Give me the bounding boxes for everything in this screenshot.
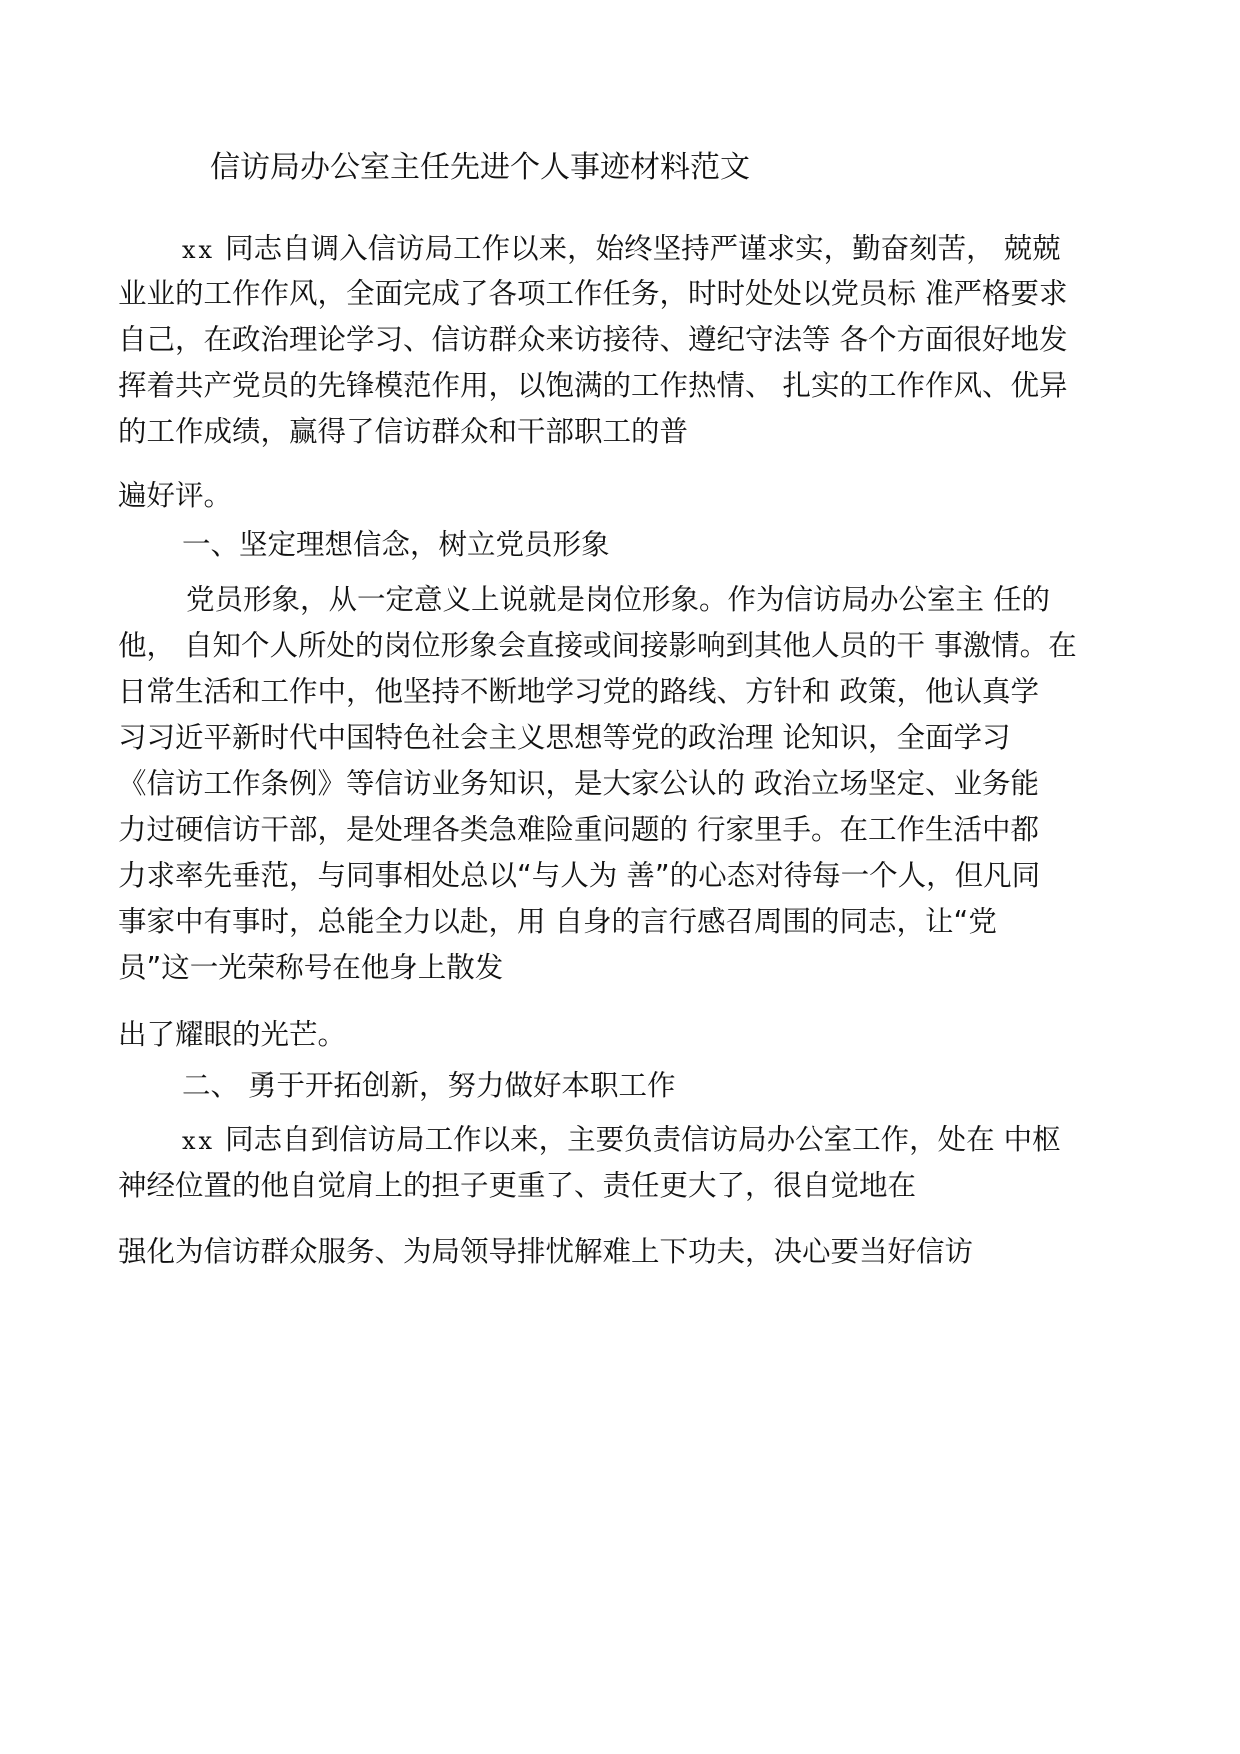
paragraph-line: 神经位置的他自觉肩上的担子更重了、责任更大了，很自觉地在 — [118, 1169, 917, 1202]
paragraph-line: 的工作成绩，赢得了信访群众和干部职工的普 — [118, 415, 689, 448]
paragraph-line: 自己，在政治理论学习、信访群众来访接待、遵纪守法等 各个方面很好地发 — [118, 323, 1068, 356]
paragraph-line: 他， 自知个人所处的岗位形象会直接或间接影响到其他人员的干 事激情。在 — [118, 629, 1077, 662]
paragraph-line: 习习近平新时代中国特色社会主义思想等党的政治理 论知识，全面学习 — [118, 721, 1011, 754]
name-placeholder: xx — [182, 1127, 216, 1155]
paragraph-line: 《信访工作条例》等信访业务知识，是大家公认的 政治立场坚定、业务能 — [118, 767, 1040, 800]
paragraph-line — [182, 1120, 1061, 1161]
paragraph-line: 日常生活和工作中，他坚持不断地学习党的路线、方针和 政策，他认真学 — [118, 675, 1040, 708]
paragraph-line: 遍好评。 — [118, 479, 233, 512]
paragraph-line: 挥着共产党员的先锋模范作用，以饱满的工作热情、 扎实的工作作风、优异 — [118, 369, 1068, 402]
paragraph-line: 强化为信访群众服务、为局领导排忧解难上下功夫，决心要当好信访 — [118, 1235, 974, 1268]
document-title: 信访局办公室主任先进个人事迹材料范文 — [210, 150, 750, 185]
paragraph-line: 力过硬信访干部，是处理各类急难险重问题的 行家里手。在工作生活中都 — [118, 813, 1040, 846]
line-text: 同志自调入信访局工作以来，始终坚持严谨求实，勤奋刻苦， 兢兢 — [225, 232, 1061, 265]
name-placeholder: xx — [182, 236, 216, 264]
section-heading-1: 一、坚定理想信念，树立党员形象 — [182, 528, 610, 561]
paragraph-line: 党员形象，从一定意义上说就是岗位形象。作为信访局办公室主 任的 — [186, 583, 1051, 616]
section-heading-2: 二、 勇于开拓创新，努力做好本职工作 — [182, 1069, 676, 1102]
paragraph-line: 业业的工作作风，全面完成了各项工作任务，时时处处以党员标 准严格要求 — [118, 277, 1068, 310]
line-text: 同志自到信访局工作以来，主要负责信访局办公室工作，处在 中枢 — [225, 1123, 1061, 1156]
paragraph-line: 出了耀眼的光芒。 — [118, 1018, 347, 1051]
paragraph-line: 员”这一光荣称号在他身上散发 — [118, 951, 504, 984]
paragraph-line: 事家中有事时，总能全力以赴，用 自身的言行感召周围的同志，让“党 — [118, 905, 997, 938]
paragraph-line — [182, 229, 1061, 270]
paragraph-line: 力求率先垂范，与同事相处总以“与人为 善”的心态对待每一个人，但凡同 — [118, 859, 1041, 892]
